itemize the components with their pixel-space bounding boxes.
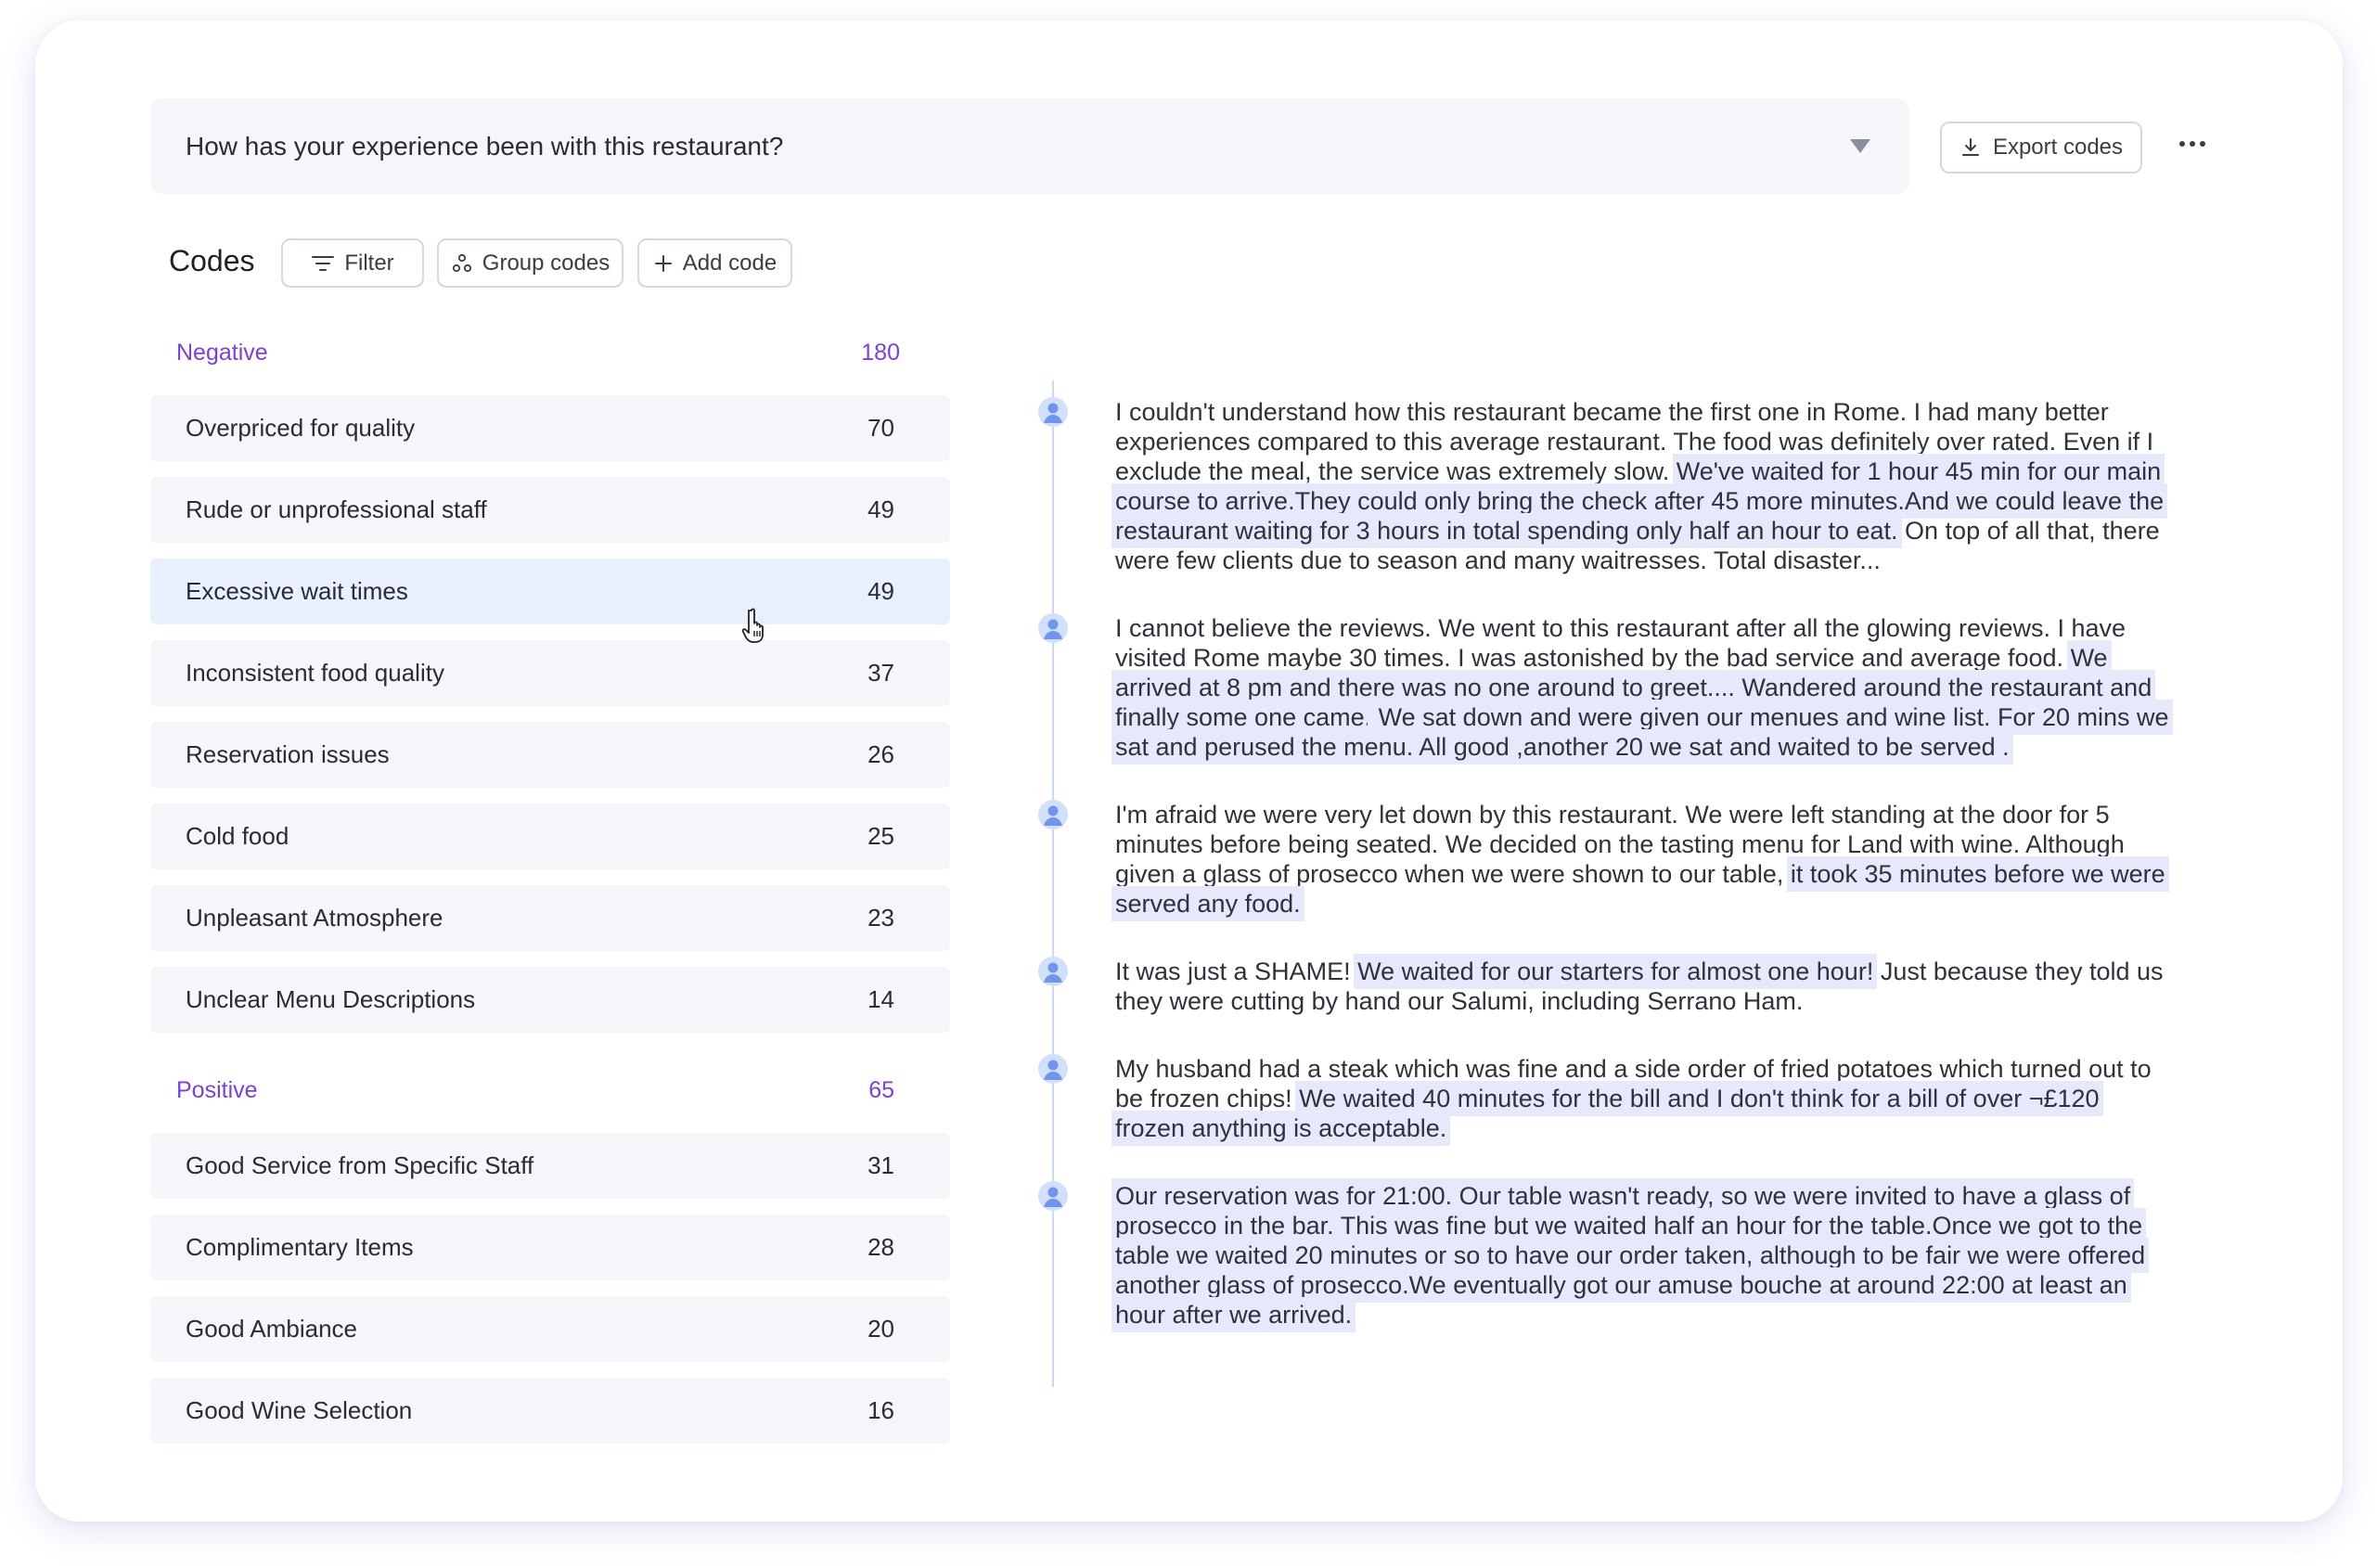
code-count: 49 — [867, 577, 894, 605]
response-text — [1115, 397, 2171, 575]
group-count: 180 — [861, 340, 900, 366]
user-avatar-icon — [1038, 1054, 1068, 1084]
export-codes-label: Export codes — [1992, 135, 2124, 160]
code-count: 70 — [867, 414, 894, 442]
code-row[interactable] — [150, 477, 950, 543]
code-label: Overpriced for quality — [186, 414, 416, 442]
response-highlight[interactable]: We arrived at 8 pm and there was no one around to greet.... Wandered around the restaurant and finally some one came. — [1115, 644, 2152, 731]
user-avatar-icon — [1038, 1181, 1068, 1211]
response-plain: It was just a SHAME! — [1115, 958, 1358, 985]
code-row[interactable] — [150, 967, 950, 1033]
code-count: 49 — [867, 495, 894, 523]
code-row[interactable] — [150, 395, 950, 461]
response-text — [1115, 613, 2171, 762]
code-count: 14 — [867, 985, 894, 1013]
code-count: 31 — [867, 1151, 894, 1179]
response-item — [1048, 397, 2171, 575]
response-highlight[interactable]: We waited 40 minutes for the bill and I don't think for a bill of over ¬£120 frozen anything is acceptable. — [1115, 1085, 2100, 1142]
response-highlight[interactable]: it took 35 minutes before we were served any food. — [1115, 860, 2165, 918]
response-plain: Just because they told us they were cutting by hand our Salumi, including Serrano Ham. — [1115, 958, 2164, 1015]
code-label: Inconsistent food quality — [186, 659, 444, 687]
code-row-selected[interactable] — [150, 559, 950, 624]
user-avatar-icon — [1038, 397, 1068, 427]
filter-label: Filter — [344, 250, 394, 276]
response-plain: I cannot believe the reviews. We went to this restaurant after all the glowing reviews. I have visited Rome maybe 30 times. I was astonished by the bad service and average food. — [1115, 614, 2126, 672]
code-label: Good Service from Specific Staff — [186, 1151, 534, 1179]
code-count: 37 — [867, 659, 894, 687]
plus-icon — [653, 253, 674, 274]
code-label: Unpleasant Atmosphere — [186, 904, 443, 932]
code-count: 16 — [867, 1396, 894, 1424]
add-code-button[interactable] — [637, 238, 792, 288]
code-row[interactable] — [150, 1215, 950, 1280]
group-header-positive[interactable] — [176, 1077, 900, 1104]
response-item — [1048, 957, 2171, 1016]
code-row[interactable] — [150, 803, 950, 869]
code-count: 25 — [867, 822, 894, 850]
download-icon — [1959, 136, 1982, 159]
group-icon — [451, 252, 473, 275]
code-row[interactable] — [150, 722, 950, 788]
code-label: Rude or unprofessional staff — [186, 495, 487, 523]
user-avatar-icon — [1038, 957, 1068, 986]
hand-cursor-icon — [742, 607, 774, 644]
response-plain: I couldn't understand how this restaurant became the first one in Rome. I had many better experiences compared to this average restaurant. The food was definitely over rated. Even if I exclude the meal, the service was extremely slow. — [1115, 398, 2154, 485]
code-row[interactable] — [150, 1133, 950, 1199]
filter-button[interactable] — [281, 238, 424, 288]
response-item — [1048, 1054, 2171, 1143]
group-name: Positive — [176, 1077, 258, 1103]
response-item — [1048, 613, 2171, 762]
group-count: 65 — [868, 1077, 894, 1103]
response-item — [1048, 800, 2171, 919]
codes-title: Codes — [169, 244, 255, 277]
caret-down-icon — [1850, 139, 1870, 153]
code-label: Reservation issues — [186, 740, 390, 768]
response-highlight[interactable]: We waited for our starters for almost one hour! — [1357, 958, 1874, 985]
user-avatar-icon — [1038, 613, 1068, 643]
code-count: 20 — [867, 1315, 894, 1343]
group-codes-label: Group codes — [482, 250, 610, 276]
code-count: 26 — [867, 740, 894, 768]
response-plain: On top of all that, there were few clients due to season and many waitresses. Total disaster... — [1115, 517, 2160, 574]
code-label: Complimentary Items — [186, 1233, 414, 1261]
group-codes-button[interactable] — [437, 238, 623, 288]
code-label: Cold food — [186, 822, 289, 850]
code-label: Good Ambiance — [186, 1315, 358, 1343]
code-count: 28 — [867, 1233, 894, 1261]
response-highlight[interactable]: Our reservation was for 21:00. Our table wasn't ready, so we were invited to have a glass of prosecco in the bar. This was fine but we waited half an hour for the table.Once we got to the table we waited 20 minutes or so to have our order taken, although to be fair we were offered another glass of prosecco.We eventually got our amuse bouche at around 22:00 at least an hour after we arrived. — [1115, 1182, 2146, 1329]
response-plain: I'm afraid we were very let down by this restaurant. We were left standing at the door for 5 minutes before being seated. We decided on the tasting menu for Land with wine. Although given a glass of prosecco when we were shown to our table, — [1115, 801, 2125, 888]
response-text — [1115, 957, 2171, 1016]
response-text — [1115, 1181, 2171, 1330]
code-row[interactable] — [150, 1296, 950, 1362]
more-options-icon[interactable] — [2174, 130, 2211, 158]
code-list-positive — [150, 1133, 950, 1459]
response-highlight[interactable]: We've waited for 1 hour 45 min for our main course to arrive.They could only bring the check after 45 more minutes.And we could leave the restaurant waiting for 3 hours in total spending only half an hour to eat. — [1115, 457, 2165, 545]
code-label: Unclear Menu Descriptions — [186, 985, 476, 1013]
filter-icon — [311, 253, 335, 274]
response-text — [1115, 1054, 2171, 1143]
add-code-label: Add code — [682, 250, 777, 276]
code-list-negative — [150, 395, 950, 1048]
code-row[interactable] — [150, 640, 950, 706]
group-header-negative[interactable] — [176, 340, 900, 366]
response-text — [1115, 800, 2171, 919]
export-codes-button[interactable] — [1940, 122, 2142, 174]
response-item — [1048, 1181, 2171, 1330]
code-label: Excessive wait times — [186, 577, 408, 605]
response-plain: My husband had a steak which was fine and a side order of fried potatoes which turned out to be frozen chips! — [1115, 1055, 2152, 1112]
question-text: How has your experience been with this restaurant? — [186, 131, 784, 161]
response-highlight[interactable]: We sat down and were given our menues and wine list. For 20 mins we sat and perused the menu. All good ,another 20 we sat and waited to be served . — [1115, 703, 2169, 761]
code-count: 23 — [867, 904, 894, 932]
code-label: Good Wine Selection — [186, 1396, 413, 1424]
group-name: Negative — [176, 340, 268, 366]
code-row[interactable] — [150, 885, 950, 951]
question-select[interactable] — [150, 98, 1909, 194]
code-row[interactable] — [150, 1378, 950, 1444]
user-avatar-icon — [1038, 800, 1068, 829]
responses-list — [1048, 397, 2171, 1330]
